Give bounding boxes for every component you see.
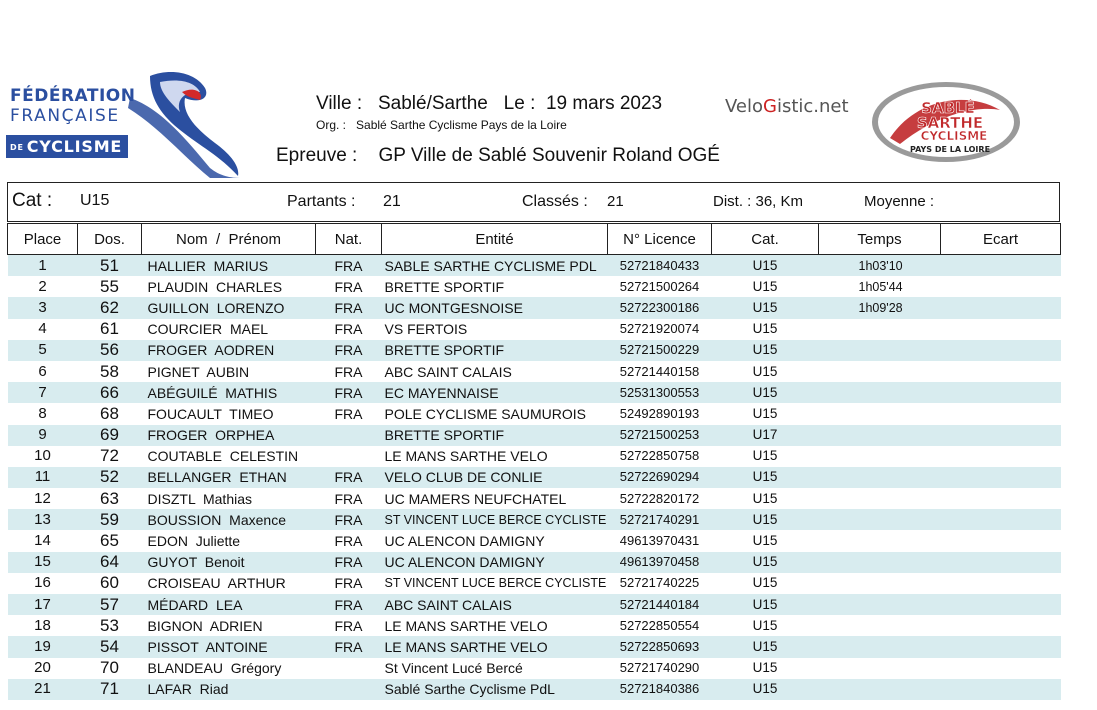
org-label: Org. : xyxy=(316,118,347,132)
cell-place: 21 xyxy=(8,679,78,700)
cell-temps xyxy=(819,552,941,573)
cell-temps xyxy=(819,382,941,403)
cell-place: 14 xyxy=(34,532,51,550)
cell-cat: U15 xyxy=(712,340,819,361)
cell-place: 8 xyxy=(38,404,47,422)
cell-nat: FRA xyxy=(334,533,363,550)
club-logo-line3: CYCLISME xyxy=(920,129,988,143)
cell-nom: LAFAR Riad xyxy=(142,679,316,700)
club-logo xyxy=(870,80,1022,164)
cell-dossard: 58 xyxy=(100,361,119,381)
cell-entite: BRETTE SPORTIF xyxy=(382,340,608,361)
table-row xyxy=(8,403,1061,424)
table-row xyxy=(8,679,1061,700)
col-header-ecart: Ecart xyxy=(941,224,1061,255)
cell-dossard: 60 xyxy=(100,573,119,593)
cell-nat: FRA xyxy=(334,490,363,507)
cell-nat: FRA xyxy=(316,467,382,488)
cell-licence: 52721740291 xyxy=(608,509,712,530)
cell-entite: ST VINCENT LUCE BERCE CYCLISTE xyxy=(384,576,607,591)
cell-nat: FRA xyxy=(334,405,363,422)
cell-place: 4 xyxy=(38,320,47,338)
cell-nom: GUILLON LORENZO xyxy=(142,297,316,318)
classes-label: Classés : xyxy=(522,193,588,210)
cell-entite: UC MONTGESNOISE xyxy=(382,297,608,318)
cell-cat: U17 xyxy=(712,425,819,446)
cell-licence: 52721920074 xyxy=(619,321,700,337)
cell-nom: BOUSSION Maxence xyxy=(142,509,316,530)
cell-nom: ABÉGUILÉ MATHIS xyxy=(142,382,316,403)
cell-cat: U15 xyxy=(752,363,778,379)
cell-dossard: 53 xyxy=(100,615,119,635)
cell-temps xyxy=(819,403,941,424)
cell-nom: FOUCAULT TIMEO xyxy=(147,405,274,422)
cell-nat xyxy=(316,446,382,467)
table-row xyxy=(8,276,1061,297)
cell-nat: FRA xyxy=(334,575,363,592)
date-label: Le : xyxy=(503,93,536,114)
cell-ecart xyxy=(941,509,1061,530)
cell-entite: POLE CYCLISME SAUMUROIS xyxy=(384,405,586,422)
cell-nat xyxy=(316,425,382,446)
cell-entite: LE MANS SARTHE VELO xyxy=(384,448,548,465)
cell-nat: FRA xyxy=(334,321,363,338)
cell-temps xyxy=(819,679,941,700)
cell-licence: 52722690294 xyxy=(608,467,712,488)
cell-nom: HALLIER MARIUS xyxy=(142,255,316,277)
cell-nat xyxy=(316,679,382,700)
federation-name-line3 xyxy=(6,135,128,158)
cell-dossard: 54 xyxy=(78,636,142,657)
cell-nom: PISSOT ANTOINE xyxy=(142,636,316,657)
cell-ecart xyxy=(941,446,1061,467)
cell-ecart xyxy=(941,679,1061,700)
table-row xyxy=(8,658,1061,679)
cell-licence: 52721500264 xyxy=(619,278,700,294)
cell-entite: UC ALENCON DAMIGNY xyxy=(382,552,608,573)
cell-cat: U15 xyxy=(712,552,819,573)
cell-licence: 52721740290 xyxy=(619,660,700,676)
cell-nat xyxy=(316,658,382,679)
cell-nat: FRA xyxy=(334,617,363,634)
table-row xyxy=(8,297,1061,318)
cell-nat: FRA xyxy=(316,636,382,657)
cell-temps xyxy=(819,530,941,551)
cell-dossard: 59 xyxy=(78,509,142,530)
cell-temps xyxy=(819,615,941,636)
cell-cat: U15 xyxy=(752,448,778,464)
cell-ecart xyxy=(941,425,1061,446)
cell-entite: BRETTE SPORTIF xyxy=(384,278,505,295)
cell-cat: U15 xyxy=(712,297,819,318)
cell-ecart xyxy=(941,276,1061,297)
epreuve-row xyxy=(276,145,720,167)
cell-dossard: 72 xyxy=(100,446,119,466)
cell-temps xyxy=(819,340,941,361)
cell-licence: 52721440158 xyxy=(619,363,700,379)
epreuve-value: GP Ville de Sablé Souvenir Roland OGÉ xyxy=(378,145,720,166)
classes-value: 21 xyxy=(607,193,624,210)
cell-cat: U15 xyxy=(752,533,778,549)
cell-cat: U15 xyxy=(752,405,778,421)
cell-dossard: 51 xyxy=(78,255,142,277)
cell-nom: EDON Juliette xyxy=(147,533,241,550)
cell-licence: 52721840386 xyxy=(608,679,712,700)
cell-licence: 52722850758 xyxy=(619,448,700,464)
cell-ecart xyxy=(941,530,1061,551)
cell-temps: 1h09'28 xyxy=(819,297,941,318)
table-row xyxy=(8,488,1061,509)
cell-cat: U15 xyxy=(712,382,819,403)
cell-place: 11 xyxy=(8,467,78,488)
cell-entite: VS FERTOIS xyxy=(384,321,468,338)
cell-nom: DISZTL Mathias xyxy=(147,490,253,507)
col-header-temps: Temps xyxy=(819,224,941,255)
table-row xyxy=(8,615,1061,636)
cell-licence: 52531300553 xyxy=(608,382,712,403)
cell-temps: 1h03'10 xyxy=(819,255,941,277)
cell-temps: 1h05'44 xyxy=(858,279,903,294)
cell-nom: MÉDARD LEA xyxy=(142,594,316,615)
table-row xyxy=(8,594,1061,615)
cell-licence: 52722820172 xyxy=(619,490,700,506)
cell-temps xyxy=(819,425,941,446)
table-header-row xyxy=(8,224,1061,255)
table-row xyxy=(8,319,1061,340)
cell-place: 18 xyxy=(34,616,51,634)
col-header-nat: Nat. xyxy=(316,224,382,255)
cell-nat: FRA xyxy=(316,340,382,361)
cell-dossard: 68 xyxy=(100,403,119,423)
cell-nat: FRA xyxy=(334,278,363,295)
cell-temps xyxy=(819,594,941,615)
cell-licence: 52721740225 xyxy=(619,575,700,591)
cell-licence: 52722850554 xyxy=(619,617,700,633)
cell-place: 16 xyxy=(34,574,51,592)
cell-place: 13 xyxy=(8,509,78,530)
cell-nom: PLAUDIN CHARLES xyxy=(147,278,283,295)
cell-dossard: 52 xyxy=(78,467,142,488)
org-value: Sablé Sarthe Cyclisme Pays de la Loire xyxy=(356,118,567,132)
cell-ecart xyxy=(941,403,1061,424)
brand-part2: G xyxy=(763,96,777,117)
org-row xyxy=(316,118,567,132)
cell-nom: BELLANGER ETHAN xyxy=(142,467,316,488)
cell-cat: U15 xyxy=(752,617,778,633)
brand-part3: istic.net xyxy=(776,96,849,117)
col-header-nom: Nom / Prénom xyxy=(142,224,316,255)
cell-entite: UC MAMERS NEUFCHATEL xyxy=(384,490,567,507)
cell-cat: U15 xyxy=(712,509,819,530)
cell-dossard: 61 xyxy=(100,319,119,339)
table-row xyxy=(8,530,1061,551)
cell-licence: 49613970431 xyxy=(619,533,700,549)
cell-nat: FRA xyxy=(316,382,382,403)
cell-dossard: 64 xyxy=(78,552,142,573)
federation-name-line2: FRANÇAISE xyxy=(10,106,120,126)
federation-de-prefix: DE xyxy=(10,143,24,152)
cell-licence: 52722850693 xyxy=(608,636,712,657)
col-header-cat: Cat. xyxy=(712,224,819,255)
cell-ecart xyxy=(941,552,1061,573)
cell-place: 17 xyxy=(8,594,78,615)
cell-ecart xyxy=(941,488,1061,509)
table-row xyxy=(8,340,1061,361)
cell-place: 12 xyxy=(34,489,51,507)
cell-nat: FRA xyxy=(316,255,382,277)
cell-ecart xyxy=(941,319,1061,340)
cell-nat: FRA xyxy=(334,363,363,380)
partants-value: 21 xyxy=(383,193,401,210)
brand-part1: Velo xyxy=(725,96,764,117)
cell-temps xyxy=(819,658,941,679)
cell-nom: PIGNET AUBIN xyxy=(147,363,250,380)
cell-cat: U15 xyxy=(752,575,778,591)
cell-ecart xyxy=(941,361,1061,382)
table-row xyxy=(8,509,1061,530)
cell-cat: U15 xyxy=(712,255,819,277)
cell-temps xyxy=(819,319,941,340)
partants-label: Partants : xyxy=(287,193,356,210)
cell-nom: BLANDEAU Grégory xyxy=(147,660,282,677)
col-header-licence: N° Licence xyxy=(608,224,712,255)
cell-ecart xyxy=(941,297,1061,318)
cell-nat: FRA xyxy=(316,297,382,318)
cell-licence: 52721500253 xyxy=(608,425,712,446)
cell-cat: U15 xyxy=(712,594,819,615)
cell-dossard: 56 xyxy=(78,340,142,361)
cell-place: 15 xyxy=(8,552,78,573)
federation-name-line1: FÉDÉRATION xyxy=(10,86,136,106)
federation-cyclisme: CYCLISME xyxy=(26,137,123,156)
cell-dossard: 63 xyxy=(100,488,119,508)
cell-place: 9 xyxy=(8,425,78,446)
cell-entite: ST VINCENT LUCE BERCE CYCLISTE xyxy=(382,509,608,530)
cell-nom: COUTABLE CELESTIN xyxy=(147,448,299,465)
distance: Dist. : 36, Km xyxy=(713,193,804,210)
cell-dossard: 65 xyxy=(100,531,119,551)
results-table xyxy=(7,223,1061,700)
cell-temps xyxy=(819,488,941,509)
velogistic-brand xyxy=(725,96,849,117)
cell-dossard: 55 xyxy=(100,276,119,296)
cat-value: U15 xyxy=(80,192,110,209)
cell-place: 20 xyxy=(34,659,51,677)
cell-ecart xyxy=(941,636,1061,657)
club-logo-line4: PAYS DE LA LOIRE xyxy=(909,145,991,154)
cell-entite: Sablé Sarthe Cyclisme PdL xyxy=(382,679,608,700)
cell-ecart xyxy=(941,573,1061,594)
date-value: 19 mars 2023 xyxy=(545,93,663,114)
cell-dossard: 70 xyxy=(100,658,119,678)
cell-dossard: 66 xyxy=(78,382,142,403)
club-logo-line1: SABLÉ xyxy=(921,99,975,117)
cat-label: Cat : xyxy=(12,190,53,211)
cell-temps xyxy=(819,446,941,467)
cell-licence: 49613970458 xyxy=(608,552,712,573)
cell-entite: BRETTE SPORTIF xyxy=(382,425,608,446)
table-row xyxy=(8,446,1061,467)
cell-ecart xyxy=(941,255,1061,277)
cell-entite: UC ALENCON DAMIGNY xyxy=(384,533,545,550)
cell-ecart xyxy=(941,340,1061,361)
club-logo-line2: SARTHE xyxy=(916,114,984,132)
cell-licence: 52722300186 xyxy=(608,297,712,318)
table-row xyxy=(8,552,1061,573)
cell-nom: CROISEAU ARTHUR xyxy=(147,575,286,592)
table-row xyxy=(8,573,1061,594)
cell-temps xyxy=(819,361,941,382)
cell-licence: 52492890193 xyxy=(619,405,700,421)
cell-entite: ABC SAINT CALAIS xyxy=(384,363,512,380)
cell-place: 2 xyxy=(38,277,47,295)
cell-ecart xyxy=(941,594,1061,615)
col-header-dossard: Dos. xyxy=(78,224,142,255)
table-row xyxy=(8,425,1061,446)
cell-temps xyxy=(819,573,941,594)
cell-nat: FRA xyxy=(316,509,382,530)
cell-cat: U15 xyxy=(752,660,778,676)
cell-cat: U15 xyxy=(752,490,778,506)
cell-licence: 52721500229 xyxy=(608,340,712,361)
cell-place: 7 xyxy=(8,382,78,403)
cell-cat: U15 xyxy=(752,321,778,337)
table-row xyxy=(8,255,1061,277)
cell-place: 10 xyxy=(34,447,51,465)
cell-licence: 52721440184 xyxy=(608,594,712,615)
epreuve-label: Epreuve : xyxy=(276,145,358,166)
cell-place: 19 xyxy=(8,636,78,657)
cell-entite: VELO CLUB DE CONLIE xyxy=(382,467,608,488)
cell-dossard: 57 xyxy=(78,594,142,615)
cell-dossard: 62 xyxy=(78,297,142,318)
cell-entite: St Vincent Lucé Bercé xyxy=(384,660,523,677)
table-row xyxy=(8,467,1061,488)
cell-nat: FRA xyxy=(316,594,382,615)
cell-entite: LE MANS SARTHE VELO xyxy=(382,636,608,657)
cell-temps xyxy=(819,636,941,657)
cell-nom: BIGNON ADRIEN xyxy=(147,617,263,634)
cell-entite: ABC SAINT CALAIS xyxy=(382,594,608,615)
col-header-place: Place xyxy=(8,224,78,255)
cell-nom: FROGER AODREN xyxy=(142,340,316,361)
cell-entite: LE MANS SARTHE VELO xyxy=(384,617,548,634)
cell-cat: U15 xyxy=(712,636,819,657)
cell-licence: 52721840433 xyxy=(608,255,712,277)
cell-entite: SABLE SARTHE CYCLISME PDL xyxy=(382,255,608,277)
cell-place: 1 xyxy=(8,255,78,277)
cell-cat: U15 xyxy=(712,679,819,700)
cell-nat: FRA xyxy=(316,552,382,573)
table-row xyxy=(8,636,1061,657)
cell-ecart xyxy=(941,467,1061,488)
col-header-entite: Entité xyxy=(382,224,608,255)
cell-place: 3 xyxy=(8,297,78,318)
moyenne-label: Moyenne : xyxy=(864,193,935,210)
ville-value: Sablé/Sarthe xyxy=(377,93,488,114)
cell-ecart xyxy=(941,615,1061,636)
cell-cat: U15 xyxy=(712,467,819,488)
table-row xyxy=(8,382,1061,403)
ville-label: Ville : xyxy=(316,93,363,114)
cell-dossard: 71 xyxy=(78,679,142,700)
ville-row xyxy=(316,93,662,115)
cell-entite: EC MAYENNAISE xyxy=(382,382,608,403)
table-row xyxy=(8,361,1061,382)
cell-nom: FROGER ORPHEA xyxy=(142,425,316,446)
cell-dossard: 69 xyxy=(78,425,142,446)
cell-temps xyxy=(819,467,941,488)
cell-ecart xyxy=(941,658,1061,679)
cell-place: 6 xyxy=(38,362,47,380)
cell-cat: U15 xyxy=(752,278,778,294)
cell-nom: GUYOT Benoit xyxy=(142,552,316,573)
cell-ecart xyxy=(941,382,1061,403)
cell-nom: COURCIER MAEL xyxy=(147,321,269,338)
cell-place: 5 xyxy=(8,340,78,361)
race-info-band xyxy=(7,182,1060,222)
cell-temps xyxy=(819,509,941,530)
